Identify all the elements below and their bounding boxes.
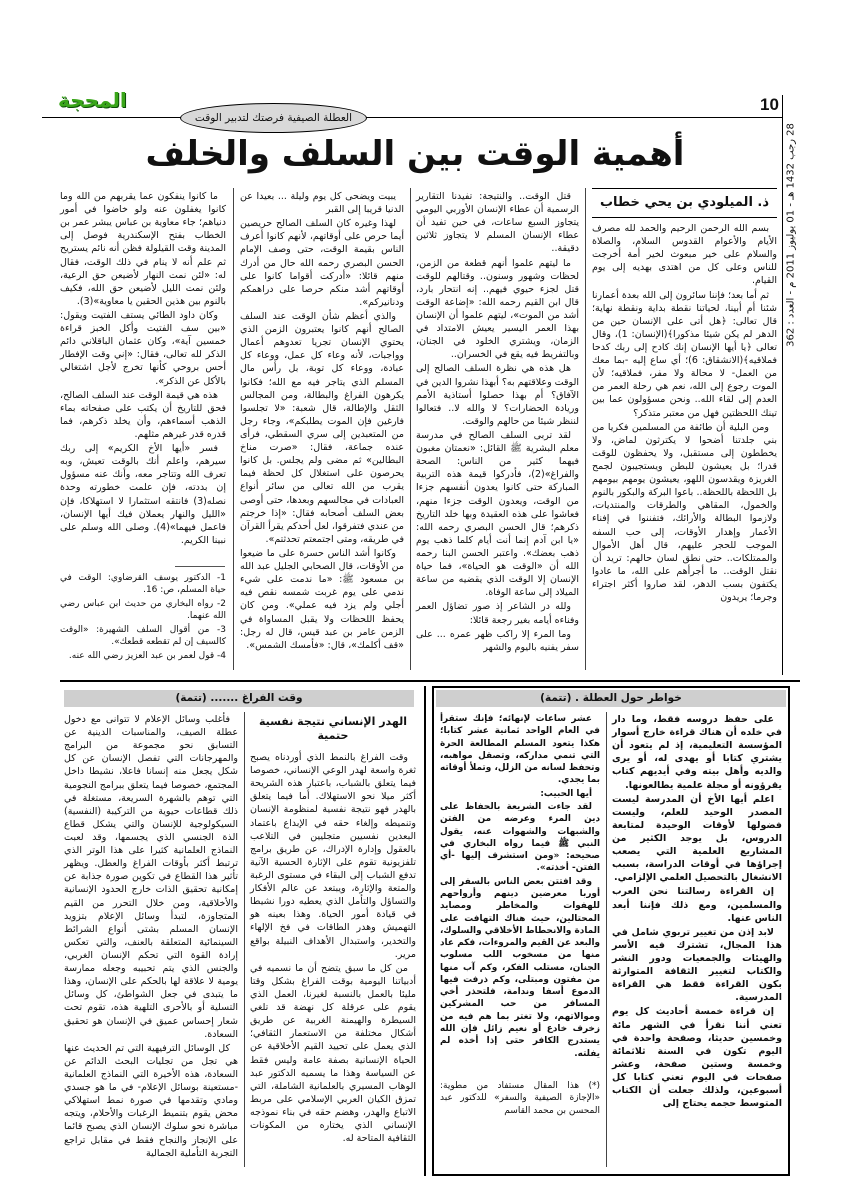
box-holiday-note (440, 1080, 600, 1168)
paragraph: فأغلب وسائل الإعلام لا تتوانى مع دخول عطلة الصيف، والمناسبات الدينية عن التسابق نحو مجموعة من البرامج والمهرجانات التي تفصل الإنسان عن كل شكل يجعل منه إنسانا فاعلا، نشيطا داخل المجتمع، خصوصا فيما يتعلق ببرامج النجومية التي توهم بالشهرة السريعة، مستغلة في ذلك قطاعات حيوية من التركيبة (النفسية) السيكولوجية للإنسان والتي يشكل قطاع الذة الجنسي الذي يجسمها، وقد لعبت النماذج العلمانية كثيرا على هذا الوتر الذي ترتبط أكثر بأوقات الفراغ والعطل. ويظهر تأثير هذا القطاع في تكوين صورة جذابة عن إمكانية تحقيق الذات خارج الحدود الإنسانية والأخلاقية، ومن خلال التحرر من القيم المتجاوزة، لتبدأ وسائل الإعلام بتزويد الإنسان المسلم بشتى أنواع الشرائط السينمائية المتعلقة بالعنف، والتي تعكس إرادة القوة التي تحكم الإنسان الغربي، والجنس الذي يتم تحبيبه وجعله ممارسة يومية لا علاقة لها بالحكم على الإنسان، وهذا ما يتبدى في جعل الشواطئ، كل وسائل التسلية أو بالأحرى التلهية هذه، تقوم تحت شعار إحساس عميق في الإنسان هو تحقيق السعادة. (64, 714, 238, 1040)
article-column-1 (592, 222, 777, 670)
page-number: 10 (760, 95, 779, 114)
box-free-time-column-2 (64, 713, 238, 1168)
paragraph: بسم الله الرحمن الرحيم والحمد لله مصرف الأيام والأعوام القدوس السلام، والصلاة والسلام على خير مبعوث لخير أمة أخرجت للناس وعلى كل من اهتدى بهديه إلى يوم القيام. (592, 223, 777, 287)
paragraph: أيها الحبيب: (540, 788, 592, 799)
footnote-rule (175, 566, 225, 567)
paragraph: لقد تربى السلف الصالح في مدرسة معلم البشرية ﷺ القائل: «نعمتان مغبون فيهما كثير من الناس: الصحة والفراغ»(2)، فأدركوا قيمة هذه التربية المباركة حتى كانوا يعدون أنفسهم جزءا من الوقت، ويعدون الوقت جزءا منهم، فعاشوا على هذه العقيدة وبها خلد التاريخ ذكرهم؛ قال الحسن البصري رحمه الله: «يا ابن آدم إنما أنت أيام كلما ذهب يوم ذهب بعضك». واعتبر الحسن البنا رحمه الله أن «الوقت هو الحياة»، فما حياة الإنسان إلا الوقت الذي يقضيه من ساعة الميلاد إلى ساعة الوفاة. (416, 429, 579, 599)
paragraph: وكان داود الطائي يستف الفتيت ويقول: «بين سف الفتيت وأكل الخبز قراءة خمسين آية»، وكان عثمان الباقلاني دائم الذكر لله تعالى، فقال: «إني وقت الإفطار أحس بروحي كأنها تخرج لأجل اشتغالي بالأكل عن الذكر». (60, 309, 226, 387)
date-strip-text: 28 رجب 1432 هـ - 01 يوليوز 2011 م - العدد : 362 (785, 123, 797, 347)
paragraph: ما ليتهم علموا أنهم قطعة من الزمن، لحظات وشهور وسنون.. وقتالهم للوقت قتل لجزء حيوي فيهم.. إنه انتحار بارد، قال ابن القيم رحمه الله: «إضاعة الوقت أشد من الموت»، ليتهم علموا أن الإنسان بهذا العمر اليسير يعيش الامتداد في الزمان، ويشتري الخلود في الجنان، وبالتفريط فيه يقع في الخسران.. (416, 257, 579, 361)
header-rule (42, 117, 782, 118)
paragraph: لهذا وغيره كان السلف الصالح حريصين أيما حرص على أوقاتهم، لأنهم كانوا أعرف الناس بقيمة الوقت، حتى وصف الإمام الحسن البصري رحمه الله حال من أدرك منهم قائلا: «أدركت أقواما كانوا على أوقاتهم أشد منكم حرصا على دراهمكم ودنانيركم». (240, 218, 404, 308)
box-free-time-column-1 (250, 713, 416, 1168)
column-divider (410, 188, 411, 670)
paragraph: على حفظ دروسه فقط، وما دار في خلده أن هناك قراءة خارج أسوار المؤسسة التعليمية، إذ لم يتعود أن يشتري كتابا أو يهدى له، أو يرى والديه وأهل بيته وفي أيديهم كتاب يقرؤونه أو مجلة علمية يطالعونها. (612, 714, 782, 791)
paragraph: ما كانوا ينفكون عما يقربهم من الله وما كانوا يغفلون عنه ولو خاضوا في أمور دنياهم؛ جاء معاوية بن عباس يبشر عمر بن الخطاب بفتح الإسكندرية فوصل إلى المدينة وقت القيلولة فظن أنه نائم يستريح ثم علم أنه لا ينام في ذلك الوقت، فقال له: «لئن نمت النهار لأضيعن حق الرعية، ولئن نمت الليل لأضيعن حق الله، فكيف بالنوم بين هذين الحقين يا معاوية»(3). (60, 191, 226, 307)
paragraph: فسر «أيها الأخ الكريم» إلى ربك سيرهم، واعلم أنك بالوقت تعيش، وبه تعرف الله وتتاجر معه، وأنك عنه مسؤول إن بددته، فإن علمت خطورته وحدة نصله(3) فانتقه استثمارا لا استهلاكا، فإن «الليل والنهار يعملان فيك أيها الإنسان، فاعمل فيهما»(4). وصلى الله وسلم على نبينا الكريم. (60, 443, 226, 546)
paragraph: 3- من أقوال السلف الشهيرة: «الوقت كالسيف إن لم تقطعه قطعك». (60, 624, 226, 648)
section-rule (60, 680, 800, 682)
paragraph: ولله در الشاعر إذ صور تضاؤل العمر وفناءه أيامه بغير رجعة قائلا: (416, 601, 579, 626)
paragraph: ثم أما بعد؛ فإننا سائرون إلى الله بعدة أعمارنا شئنا أم أبينا، لحياتنا نقطة بداية ونقطة نهاية؛ قال تعالى: ﴿هل أتى على الإنسان حين من الدهر لم يكن شيئا مذكورا﴾(الإنسان: 1)، وقال تعالى ﴿يا أيها الإنسان إنك كادح إلى ربك كدحا فملاقيه﴾(الانشقاق: 6)؛ أي ساع إليه -بما معك من العمل- لا محالة ولا مفر، فملاقيه؛ لأن الموت رجوع إلى الله، نعم هي رحلة العمر من العدم إلى لقاء الله.. ونحن مسؤولون عما بين تينك اللحظتين فهل من معتبر متذكر؟ (592, 289, 778, 419)
article-title: أهمية الوقت بين السلف والخلف (145, 134, 685, 174)
paragraph: إن قراءة خمسة أحاديث كل يوم تعني أننا نقرأ في الشهر مائة وخمسين حديثا، وصفحة واحدة في اليوم تكون في السنة ثلاثمائة وخمسة وستين صفحة، وعشر صفحات في اليوم تعني كتابا كل أسبوعين، ولذلك جعلت أن الكتاب المتوسط حجمه يحتاج إلى (612, 1006, 782, 1110)
paragraph: ومن البلية أن طائفة من المسلمين فكريا من بني جلدتنا أضحوا لا يكترثون لماض، ولا يخططون إلى مستقبل، ولا يحفظون للوقت قدرا؛ بل يعيشون للبطن ويستجيبون لجمح الغريزة ويقدسون اللهو، يعيشون يومهم بيومهم بل اللحظة باللحظة.. باعوا البركة والبكور بالنوم والخمول، المقاهي والطرقات والمنتديات، ولازموا البطالة والأرائك، فتفننوا في إفناء الأعمار وإهدار الأوقات، إلى حب السفه الموجب للحجر عليهم، قال أهل الأموال والممتلكات.. حتى نطق لسان حالهم: تريد أن نقتل الوقت.. ما أجرأهم على الله، ما عادوا يكتفون بسب الدهر، لقد صاروا أكثر اجتراء وجرما؛ يريدون (592, 421, 777, 604)
box-holiday-header: خواطر حول العطلة . (تتمة) (436, 690, 786, 707)
paragraph: اعلم أيها الأخ أن المدرسة ليست المصدر الوحيد للعلم، وليست فضولها لأوقات الوحيدة لمتابعة الدروس، بل يوجد الكثير من المشاريع العلمية التي يصعب إجراؤها في أوقات الدراسة، بسبب الانشغال بالتحصيل العلمي الإلزامي. (612, 793, 782, 884)
paragraph: قتل الوقت.. والنتيجة: تفيدنا التقارير الرسمية أن عطاء الإنسان الأوربي اليومي يتجاوز السبع ساعات، في حين تفيد أن عطاء الإنسان المسلم لا يتجاوز ثلاثين دقيقة.. (416, 191, 579, 255)
column-divider (244, 712, 245, 1167)
paragraph: إن القراءة رسالتنا نحن العرب والمسلمين، ومع ذلك فإننا أبعد الناس عنها. (612, 886, 782, 924)
column-divider (606, 712, 607, 1167)
paragraph: وقد افتتن بعض الناس بالسفر إلى أوربا معرضين دينهم وأرواحهم للهفوات والمخاطر ومصايد المحتالين، حيث هناك التهافت على المادة والانحطاط الأخلاقي والسلوك، والبعد عن القيم والمروءات، فكم عاد منها من مسخوب اللب مسلوب الجنان، مستلب الفكر، وكم آب منها من مفتون ومبتلى، وكم ذرفت فيها الدموع أسفا وندامة، فلتحذر أخي المسافر من حب المشركين وموالاتهم، ولا تغتر بما هم فيه من زخرف خادع أو نعيم زائل فإن الله يستدرج الكافر حتى إذا أخذه لم يفلته. (439, 876, 600, 1059)
box-free-time-header: وقت الفراغ ....... (تتمة) (64, 690, 414, 707)
footnotes (60, 572, 226, 670)
paragraph: يبيت ويضحى كل يوم وليلة ... بعيدا عن الدنيا قريبا إلى القبر (240, 191, 404, 216)
section-label: العطلة الصيفية فرصتك لتدبير الوقت (180, 103, 367, 133)
paragraph: من كل ما سبق يتضح أن ما نسميه في أدبياتنا اليومية بوقت الفراغ بشكل وقتا مليئا بالعمل بالنسبة لغيرنا، العمل الذي يقوم على عرقلة كل نهضة قد تلغي السيطرة والهيمنة الغربية عن طريق أشكال مختلفة من الاستعمار الثقافي؛ الذي يعمل على تحييد القيم الأخلاقية عن الحياة الإنسانية بصفة عامة وليس فقط عن السياسة وهذا ما يسميه الدكتور عبد الوهاب المسيري بالعلمانية الشاملة، التي تمزق الكيان العربي الإسلامي على مربط الاتباع والهدر، وهضم حقه في بناء نموذجه الإنساني الذي يختاره من المكونات الثقافية المتاحة له. (250, 962, 416, 1145)
article-column-2 (416, 190, 579, 670)
article-column-4 (60, 190, 226, 560)
paragraph: وقت الفراغ بالنمط الذي أوردناه يصبح ثغرة واسعة لهدر الوعي الإنساني، خصوصا فيما يتعلق بالشباب، باعتبار هذه الشريحة أكثر ميلا نحو الاستهلاك. أما فيما يتعلق بالهدر فهو نتيجة نفسية لمنظومة الإنسان وتنميطه وإلغاء حقه في الإبداع باعتماد البعدين نفسيين متجليين في التلاعب بالعقول وإدارة الإدراك، عن طريق برامج تلفزيونية تقوم على الإثارة الحسية الآنية تدفع الشباب إلى البقاء في مستوى الرغبة والمتعة والإثارة، ويبتعد عن عالم الأفكار والتساؤل والتأمل الذي يعطيه دورا نشيطا في قيادة أمور الحياة. وهذا بعينه هو التهميش وهدر الطاقات في فخ الإلهاء والتخدير، واستبدال الأهداف النبيلة بواقع مرير. (250, 752, 416, 960)
paragraph: لابد إذن من تغيير تربوي شامل في هذا المجال، تشترك فيه الأسر والهيئات والجمعيات ودور النشر والكتاب لتغيير الثقافة المتوارثة بكون القراءة فقط هي القراءة المدرسية. (612, 926, 782, 1004)
paragraph: 2- رواه البخاري من حديث ابن عباس رضي الله عنهما. (60, 598, 226, 622)
paragraph: عشر ساعات لإنهائه؛ فإنك ستقرأ في العام الواحد ثمانية عشر كتابا؛ هكذا يتعود المسلم المطالعة الحرة التي تنمي مداركه، وتصقل مواهبه، وتحفظ لسانه من الزلل، وتملأ أوقاته بما يجدي. (440, 714, 600, 786)
paragraph: لقد جاءت الشريعة بالحفاظ على دين المرء وعرضه من الفتن والشبهات والشهوات عنه، يقول النبي ﷺ فيما رواه البخاري في صحيحه: «ومن استشرف إليها -أي الفتن- أخذته». (440, 801, 600, 874)
box-holiday-column-1 (612, 713, 782, 1168)
article-author: ذ. الميلودي بن يحي خطاب (592, 188, 777, 218)
paragraph: والذي أعظم شأن الوقت عند السلف الصالح أنهم كانوا يعتبرون الزمن الذي يحتوي الإنسان تجريا تعدوهم أعمال وواجبات، لأنه وعاء كل عمل، ووعاء كل عبادة، ووعاء كل توبة، بل رأس مال المسلم الذي يتاجر فيه مع الله؛ فكانوا يكرهون الفراغ والبطالة، ومن المجالس الثقل والإطالة، قال شعبة: «لا تجلسوا فارغين فإن الموت يطلبكم»، وجاء رجل من المتعبدين إلى سري السقطي، فرأى عنده جماعة، فقال: «صرت مناخ البطالين» ثم مضى ولم يجلس. بل كانوا يحرصون على استغلال كل لحظة فيما يقرب من الله تعالى من سائر أنواع العبادات في مجالسهم وبعدها، حتى أوصى بعض السلف أصحابه فقال: «إذا خرجتم من عندي فتفرقوا، لعل أحدكم يقرأ القرآن في طريقه، ومتى اجتمعتم تحدثتم». (240, 310, 404, 545)
column-divider (585, 188, 586, 670)
paragraph: هذه هي قيمة الوقت عند السلف الصالح، فحق للتاريخ أن يكتب على صفحاته بماء الذهب أسماءهم، وأن يخلد ذكرهم، فما قدره قدر غيرهم مثلهم. (60, 389, 226, 440)
date-strip (783, 100, 799, 370)
brand-logo: المحجة (58, 88, 127, 112)
paragraph: 4- قول لعمر بن عبد العزيز رضي الله عنه. (68, 650, 226, 661)
box-divider (424, 686, 426, 1176)
column-divider (233, 188, 234, 670)
paragraph: هل هذه هي نظرة السلف الصالح إلى الوقت وعلاقتهم به؟ أبهذا نشروا الدين في الآفاق؟ أم بهذا حصلوا أستاذية الأمم وريادة الحضارات؟ لا والله لا.. فتعالوا لننظر شيئا من حالهم والوقت. (416, 363, 579, 427)
article-column-3 (240, 190, 404, 670)
paragraph: وكانوا أشد الناس حسرة على ما ضيعوا من الأوقات، قال الصحابي الجليل عبد الله بن مسعود ﷺ: «ما ندمت على شيء ندمي على يوم غربت شمسه نقص فيه أجلي ولم يزد فيه عملي». ومن كان يحفظ اللحظات ولا يقبل المساواة في الزمن عامر بن عبد قيس، قال له رجل: «قف أكلمك»، قال: «فأمسك الشمس». (240, 547, 404, 651)
paragraph: 1- الدكتور يوسف القرضاوي: الوقت في حياة المسلم، ص: 16. (60, 573, 226, 596)
paragraph: وما المرء إلا راكب ظهر عمره ... على سفر يفنيه باليوم والشهر (416, 628, 579, 653)
paragraph: كل الوسائل الترفيهية التي تم الحديث عنها هي تجل من تجليات البحث الدائم عن السعادة، هذه الأخيرة التي النماذج العلمانية -مستعينة بوسائل الإعلام- في ما هو جسدي ومادي وتقدمها في صورة نمط استهلاكي محض يقوم بتنميط الرغبات والأحلام، ويتجه مباشرة نحو سلوك الإنسان الذي يصبح قائما على الإنجاز والنجاح فقط في مقابل تراجع التجربة التأملية الجمالية (64, 1042, 238, 1159)
box-holiday-column-2 (440, 713, 600, 1073)
box-free-time-subtitle: الهدر الإنساني نتيجة نفسية حتمية (258, 715, 408, 742)
source-note: (*) هذا المقال مستفاد من مطوية: «الإجازة الصيفية والسفر» للدكتور عبد المحسن بن محمد القاسم (440, 1081, 600, 1116)
